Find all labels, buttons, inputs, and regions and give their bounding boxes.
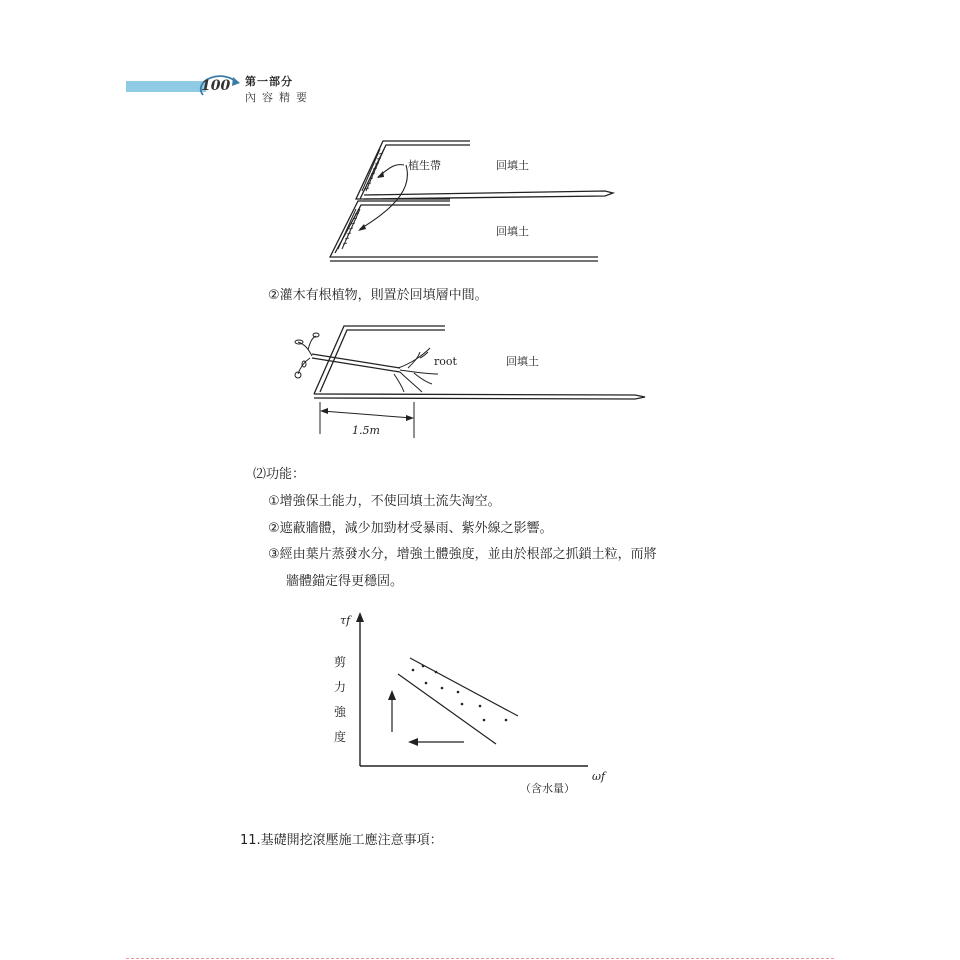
left-arrow-icon: [408, 738, 418, 746]
data-point: [505, 719, 508, 722]
shrub-placement-text: ②灌木有根植物，則置於回填層中間。: [268, 288, 488, 303]
section-11-heading: 11.基礎開挖滾壓施工應注意事項：: [240, 833, 443, 848]
vegetation-band-diagram: [320, 135, 620, 267]
header-accent-bar: [126, 81, 206, 92]
backfill-bottom-label: 回填土: [496, 225, 529, 238]
part-subtitle: 內容精要: [245, 91, 313, 104]
scatter-points: [412, 665, 508, 722]
svg-text:力: 力: [334, 680, 347, 694]
function-item: ③經由葉片蒸發水分，增強土體強度，並由於根部之抓鎖土粒，而將: [268, 547, 657, 562]
backfill-top-label: 回填土: [496, 159, 529, 172]
function-item: 牆體錨定得更穩固。: [286, 574, 404, 589]
band-lower-line: [398, 674, 496, 744]
svg-text:剪: 剪: [334, 655, 347, 669]
data-point: [435, 671, 438, 674]
up-arrow-icon: [388, 690, 396, 700]
data-point: [441, 687, 444, 690]
function-item: ②遮蔽牆體，減少加勁材受暴雨、紫外線之影響。: [268, 521, 553, 536]
svg-text:強: 強: [334, 705, 347, 719]
x-axis-label: （含水量）: [520, 782, 575, 795]
y-axis-arrow-icon: [356, 612, 364, 622]
backfill-label: 回填土: [506, 355, 539, 368]
dimension-label: 1.5m: [352, 424, 380, 437]
root-label: root: [434, 355, 457, 368]
bottom-dashed-rule: [126, 958, 834, 959]
shrub-root-diagram: [290, 318, 650, 442]
shear-strength-chart: [330, 608, 620, 800]
svg-text:度: 度: [334, 730, 347, 744]
data-point: [422, 665, 425, 668]
function-item: ①增強保土能力，不使回填土流失淘空。: [268, 494, 501, 509]
vegetation-band-label: 植生帶: [408, 159, 441, 172]
y-axis-label: [334, 655, 347, 744]
data-point: [457, 691, 460, 694]
part-title: 第一部分: [245, 75, 293, 88]
band-upper-line: [410, 658, 518, 716]
data-point: [412, 669, 415, 672]
page-number: 100: [201, 78, 231, 94]
y-axis-symbol: τf: [340, 614, 351, 627]
data-point: [461, 703, 464, 706]
x-axis-symbol: ωf: [592, 770, 606, 783]
data-point: [425, 682, 428, 685]
data-point: [479, 705, 482, 708]
function-heading: ⑵功能：: [253, 467, 306, 482]
data-point: [483, 719, 486, 722]
